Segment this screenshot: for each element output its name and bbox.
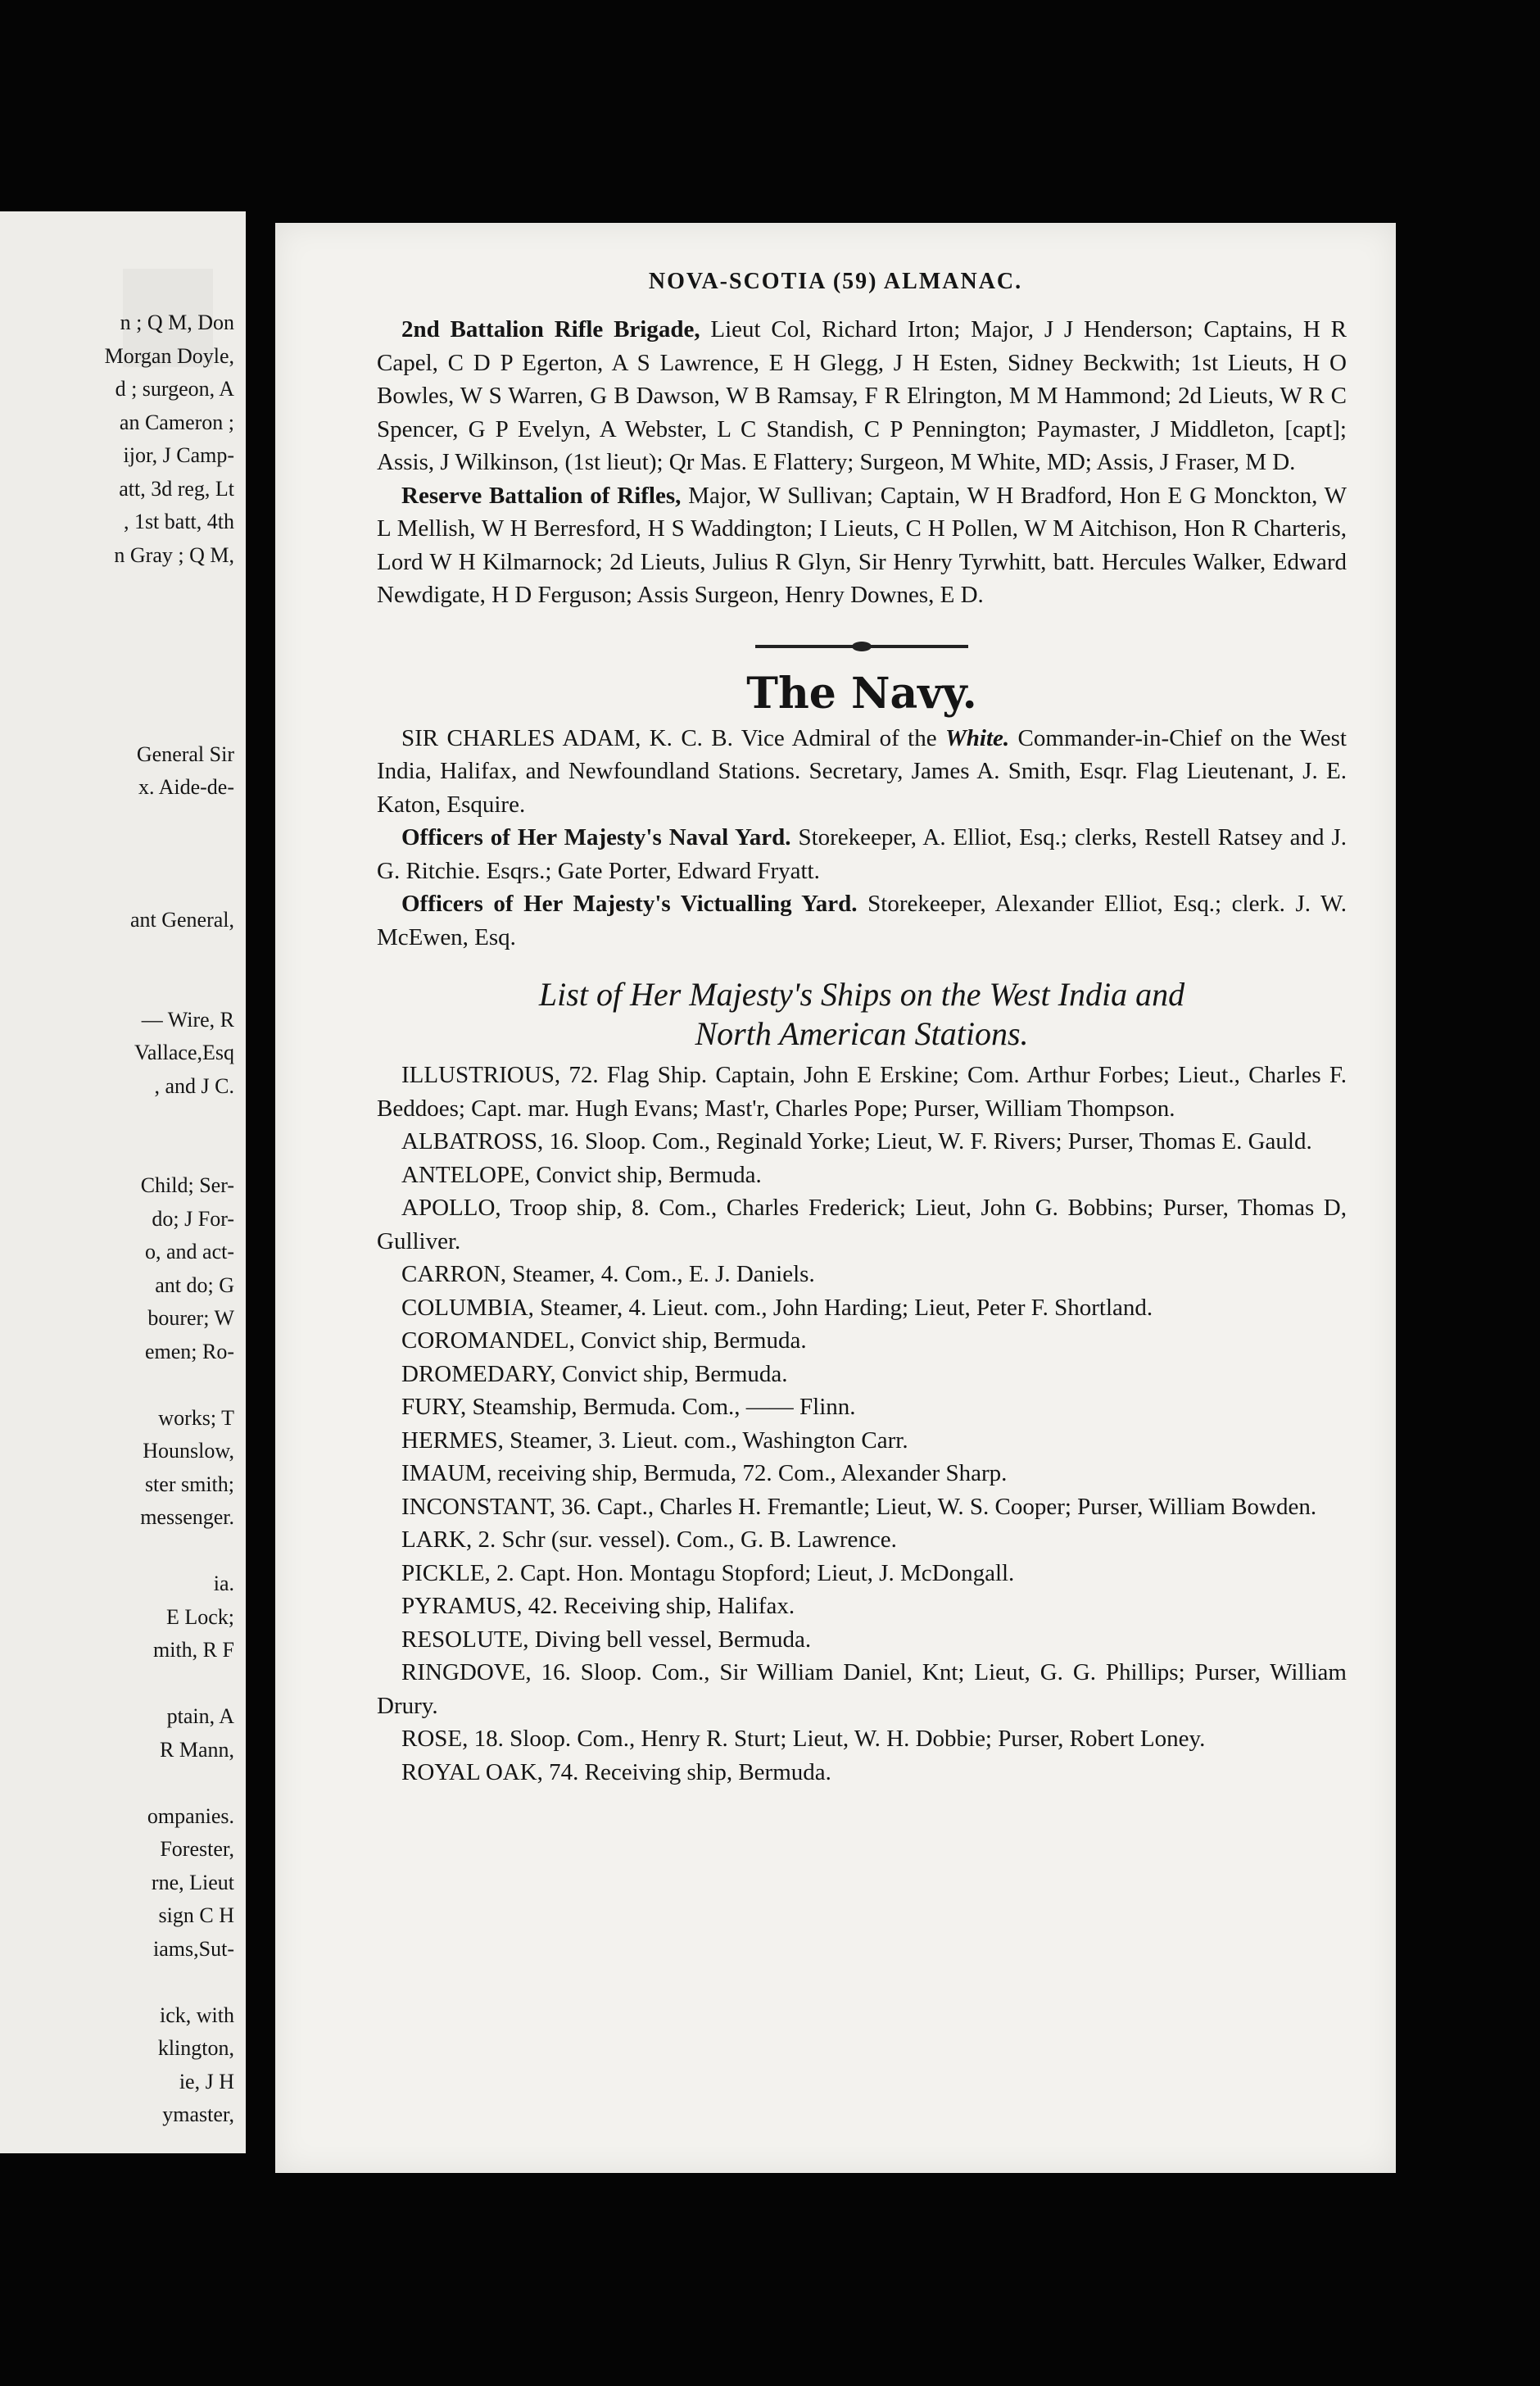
naval-yard-text: Storekeeper, A. Elliot, Esq.; clerks, Restell Ratsey and J. G. Ritchie. Esqrs.; Gate Porter, Edward Fryatt. <box>377 824 1347 884</box>
navy-heading: The Navy. <box>746 668 977 719</box>
ship-entry: ANTELOPE, Convict ship, Bermuda. <box>401 1161 762 1188</box>
facing-page-line <box>0 672 246 705</box>
facing-page-line: ant General, <box>129 908 234 932</box>
facing-page-line: Forester, <box>160 1837 234 1861</box>
facing-page-line <box>0 606 246 639</box>
facing-page-line: do; J For- <box>152 1206 234 1231</box>
facing-page-line: n Gray ; Q M, <box>114 542 234 567</box>
facing-page-line <box>0 1667 246 1701</box>
facing-page-line <box>0 1966 246 1999</box>
facing-page-line: x. Aide-de- <box>138 775 234 799</box>
ship-entry: LARK, 2. Schr (sur. vessel). Com., G. B. Lawrence. <box>401 1526 897 1553</box>
facing-page-line <box>0 805 246 838</box>
facing-page-line: ie, J H <box>179 2069 234 2093</box>
ships-heading <box>377 975 1347 1054</box>
facing-page-line: ymaster, <box>162 2102 234 2126</box>
naval-yard-paragraph <box>377 821 1347 887</box>
facing-page-line: ijor, J Camp- <box>123 443 234 467</box>
facing-page-line: messenger. <box>140 1505 234 1529</box>
facing-page-line: General Sir <box>136 742 234 766</box>
facing-page-line: ia. <box>213 1572 234 1595</box>
facing-page-line: Hounslow, <box>143 1439 234 1463</box>
facing-page-line: an Cameron ; <box>119 410 234 434</box>
facing-page-line: ster smith; <box>144 1472 234 1496</box>
facing-page-line <box>0 1535 246 1568</box>
admiral-text-a: K. C. B. Vice Admiral of the <box>641 724 945 751</box>
facing-page-line: R Mann, <box>160 1737 234 1762</box>
ship-entry: COLUMBIA, Steamer, 4. Lieut. com., John Harding; Lieut, Peter F. Shortland. <box>401 1294 1153 1321</box>
facing-page-line: ompanies. <box>147 1803 234 1828</box>
facing-page-line: — Wire, R <box>141 1007 234 1032</box>
ship-entry: ROSE, 18. Sloop. Com., Henry R. Sturt; Lieut, W. H. Dobbie; Purser, Robert Loney. <box>401 1726 1206 1752</box>
facing-page-fragment <box>0 211 246 2153</box>
facing-page-line: n ; Q M, Don <box>120 311 234 334</box>
ship-entry: ROYAL OAK, 74. Receiving ship, Bermuda. <box>401 1758 831 1785</box>
reserve-rifles-title: Reserve Battalion of Rifles, <box>401 482 682 509</box>
page-header: NOVA-SCOTIA (59) ALMANAC. <box>648 269 1023 294</box>
facing-page-line: , 1st batt, 4th <box>123 510 234 533</box>
ship-entry: APOLLO, Troop ship, 8. Com., Charles Frederick; Lieut, John G. Bobbins; Purser, Thomas D, Gulliver. <box>377 1195 1347 1254</box>
facing-page-line: , and J C. <box>154 1073 234 1098</box>
ship-entry: PICKLE, 2. Capt. Hon. Montagu Stopford; Lieut, J. McDongall. <box>401 1559 1015 1586</box>
ship-entry: PYRAMUS, 42. Receiving ship, Halifax. <box>401 1593 795 1619</box>
naval-yard-title: Officers of Her Majesty's Naval Yard. <box>401 824 791 851</box>
facing-page-line <box>0 1767 246 1800</box>
facing-page-line: ant do; G <box>155 1272 234 1297</box>
facing-page-line: rne, Lieut <box>151 1870 234 1894</box>
ship-entry: HERMES, Steamer, 3. Lieut. com., Washington Carr. <box>401 1427 908 1454</box>
facing-page-line: works; T <box>158 1405 234 1430</box>
facing-page-line: E Lock; <box>165 1604 234 1629</box>
facing-page-line: ptain, A <box>166 1704 234 1728</box>
ship-list <box>377 1059 1347 1789</box>
facing-page-line: Vallace,Esq <box>134 1041 234 1064</box>
ship-entry: IMAUM, receiving ship, Bermuda, 72. Com., Alexander Sharp. <box>401 1460 1008 1486</box>
reserve-rifles-text: Major, W Sullivan; Captain, W H Bradford, Hon E G Monckton, W L Mellish, W H Berresford, H S Waddington; I Lieuts, C H Pollen, W M Aitchison, Hon R Charteris, Lord W H Kilmarnock; 2d Lieuts, Julius R Glyn, Sir Henry Tyrwhitt, batt. Hercules Walker, Edward Newdigate, H D Ferguson; Assis Surgeon, Henry Downes, E D. <box>377 482 1347 608</box>
ship-entry: RESOLUTE, Diving bell vessel, Bermuda. <box>401 1626 812 1653</box>
facing-page-line: d ; surgeon, A <box>115 377 234 401</box>
rifle-brigade-text: Lieut Col, Richard Irton; Major, J J Henderson; Captains, H R Capel, C D P Egerton, A S Lawrence, E H Glegg, J H Esten, Sidney Beckwith; 1st Lieuts, H O Bowles, W S Warren, G B Dawson, W B Ramsay, F R Elrington, M M Hammond; 2d Lieuts, W R C Spencer, G P Evelyn, A Webster, L C Standish, C P Pennington; Paymaster, J Middleton, [capt]; Assis, J Wilkinson, (1st lieut); Qr Mas. E Flattery; Surgeon, M White, MD; Assis, J Fraser, M D. <box>377 316 1347 475</box>
rifle-brigade-title: 2nd Battalion Rifle Brigade, <box>401 316 700 342</box>
ship-entry: ALBATROSS, 16. Sloop. Com., Reginald Yorke; Lieut, W. F. Rivers; Purser, Thomas E. Gauld. <box>401 1128 1312 1154</box>
rifle-brigade-paragraph <box>377 313 1347 479</box>
facing-page-line <box>0 871 246 905</box>
facing-page-line <box>0 970 246 1004</box>
reserve-rifles-paragraph <box>377 479 1347 612</box>
facing-page-line <box>0 937 246 971</box>
facing-page-line <box>0 1103 246 1136</box>
ships-heading-line2: North American Stations. <box>695 1015 1029 1052</box>
ships-heading-line1: List of Her Majesty's Ships on the West India and <box>538 976 1185 1013</box>
ship-entry: CARRON, Steamer, 4. Com., E. J. Daniels. <box>401 1261 815 1287</box>
facing-page-line: emen; Ro- <box>144 1339 234 1363</box>
facing-page-line <box>0 1136 246 1170</box>
almanac-page <box>275 223 1396 2173</box>
facing-page-line: mith, R F <box>153 1638 234 1662</box>
admiral-text-b: Commander-in-Chief on the West India, Halifax, and Newfoundland Stations. Secretary, James A. Smith, Esqr. Flag Lieutenant, J. E. Katon, Esquire. <box>377 724 1347 818</box>
facing-page-line: iams,Sut- <box>153 1936 234 1961</box>
ship-entry: COROMANDEL, Convict ship, Bermuda. <box>401 1327 807 1354</box>
facing-page-line <box>0 1368 246 1402</box>
facing-page-lines <box>0 306 246 2132</box>
admiral-white: White. <box>945 724 1010 751</box>
ship-entry: ILLUSTRIOUS, 72. Flag Ship. Captain, John E Erskine; Com. Arthur Forbes; Lieut., Charles F. Beddoes; Capt. mar. Hugh Evans; Mast'r, Charles Pope; Purser, William Thompson. <box>377 1062 1347 1122</box>
victualling-yard-title: Officers of Her Majesty's Victualling Yard. <box>401 891 858 917</box>
ship-entry: FURY, Steamship, Bermuda. Com., —— Flinn. <box>401 1394 856 1420</box>
facing-page-line: att, 3d reg, Lt <box>119 476 234 501</box>
victualling-yard-text: Storekeeper, Alexander Elliot, Esq.; clerk. J. W. McEwen, Esq. <box>377 891 1347 950</box>
page-content <box>377 313 1347 1789</box>
section-divider <box>755 645 968 648</box>
facing-page-line: Child; Ser- <box>140 1173 234 1197</box>
facing-page-line <box>0 705 246 738</box>
ship-entry: RINGDOVE, 16. Sloop. Com., Sir William Daniel, Knt; Lieut, G. G. Phillips; Purser, William Drury. <box>377 1659 1347 1719</box>
admiral-name: SIR CHARLES ADAM, <box>401 724 641 751</box>
facing-page-line <box>0 638 246 672</box>
facing-page-line: bourer; W <box>147 1306 234 1330</box>
ship-entry: DROMEDARY, Convict ship, Bermuda. <box>401 1360 788 1387</box>
facing-page-line <box>0 572 246 606</box>
facing-page-line: o, and act- <box>144 1240 234 1263</box>
admiral-paragraph <box>377 722 1347 822</box>
facing-page-line: ick, with <box>160 2003 234 2027</box>
facing-page-line <box>0 837 246 871</box>
facing-page-line: klington, <box>157 2036 234 2060</box>
facing-page-line: sign C H <box>158 1903 234 1927</box>
victualling-yard-paragraph <box>377 887 1347 954</box>
ship-entry: INCONSTANT, 36. Capt., Charles H. Fremantle; Lieut, W. S. Cooper; Purser, William Bowden. <box>401 1493 1317 1520</box>
facing-page-line: Morgan Doyle, <box>104 343 234 368</box>
